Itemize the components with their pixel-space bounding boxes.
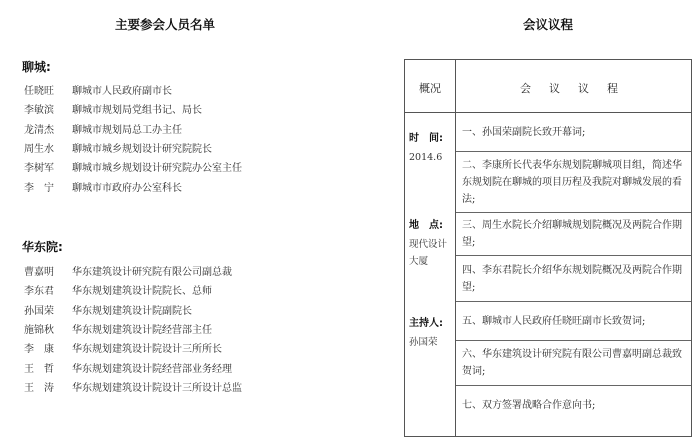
- header-agenda: 会议议程: [520, 82, 636, 95]
- person-name: 李敏滨: [24, 105, 54, 117]
- agenda-item: [456, 213, 691, 255]
- person-title: 聊城市人民政府副市长: [72, 86, 172, 98]
- person-title: 华东规划建筑设计院副院长: [72, 305, 192, 317]
- roster-entry: [24, 338, 242, 357]
- person-name: 李树军: [24, 163, 54, 175]
- agenda-title: 会议议程: [523, 17, 574, 32]
- agenda-table: [404, 59, 692, 437]
- roster-entry: [24, 261, 242, 280]
- agenda-item: [456, 113, 691, 151]
- person-title: 华东规划建筑设计院设计三所所长: [72, 344, 222, 356]
- roster-list-huadong: [24, 261, 242, 396]
- roster-entry: [24, 319, 242, 338]
- person-name: 施锦秋: [24, 325, 54, 337]
- person-title: 华东规划建筑设计院经营部主任: [72, 325, 212, 337]
- roster-entry: [24, 99, 242, 118]
- roster-entry: [24, 280, 242, 299]
- place-value: 现代设计大厦: [409, 239, 448, 267]
- agenda-item-text: 五、聊城市人民政府任晓旺副市长致贺词;: [462, 315, 646, 327]
- overview-host: [409, 314, 453, 351]
- agenda-item-text: 四、李东君院长介绍华东规划院概况及两院合作期望;: [462, 264, 682, 293]
- agenda-item: [456, 341, 691, 385]
- roster-entry: [24, 138, 242, 157]
- roster-entry: [24, 80, 242, 99]
- agenda-item: [456, 256, 691, 301]
- host-value: 孙国荣: [409, 337, 438, 348]
- person-name: 李 康: [24, 344, 54, 356]
- person-name: 王 涛: [24, 382, 54, 394]
- person-name: 任晓旺: [24, 86, 54, 98]
- agenda-item-text: 一、孙国荣副院长致开幕词;: [462, 126, 586, 138]
- person-title: 聊城市城乡规划设计研究院办公室主任: [72, 163, 242, 175]
- time-value: 2014.6: [409, 152, 443, 163]
- roster-entry: [24, 176, 242, 195]
- roster-entry: [24, 157, 242, 176]
- agenda-item-text: 三、周生水院长介绍聊城规划院概况及两院合作期望;: [462, 220, 682, 248]
- overview-time: [409, 129, 453, 166]
- agenda-item: [456, 302, 691, 340]
- person-title: 华东规划建筑设计院院长、总师: [72, 286, 212, 298]
- overview-place: [409, 216, 453, 270]
- person-name: 李东君: [24, 286, 54, 298]
- agenda-item-text: 六、华东建筑设计研究院有限公司曹嘉明副总裁致贺词;: [462, 349, 682, 377]
- agenda-item-text: 二、李康所长代表华东规划院聊城项目组，简述华东规划院在聊城的项目历程及我院对聊城发展的看法;: [462, 159, 682, 205]
- person-name: 周生水: [24, 144, 54, 156]
- header-overview: 概况: [419, 82, 441, 95]
- person-title: 华东规划建筑设计院经营部业务经理: [72, 363, 232, 375]
- roster-entry: [24, 300, 242, 319]
- roster-entry: [24, 119, 242, 138]
- person-title: 聊城市规划局总工办主任: [72, 124, 182, 136]
- roster-entry: [24, 377, 242, 396]
- agenda-item: [456, 386, 691, 424]
- person-title: 华东规划建筑设计院设计三所设计总监: [72, 382, 242, 394]
- roster-title: 主要参会人员名单: [115, 17, 216, 32]
- agenda-item-text: 七、双方签署战略合作意向书;: [462, 399, 596, 411]
- place-label: 地 点:: [409, 220, 443, 231]
- person-title: 聊城市城乡规划设计研究院院长: [72, 144, 212, 156]
- person-name: 李 宁: [24, 182, 54, 194]
- person-title: 聊城市规划局党组书记、局长: [72, 105, 202, 117]
- person-name: 王 哲: [24, 363, 54, 375]
- agenda-item: [456, 152, 691, 212]
- person-name: 曹嘉明: [24, 267, 54, 279]
- group-heading-huadong: 华东院:: [22, 240, 63, 254]
- person-name: 孙国荣: [24, 305, 54, 317]
- person-title: 华东建筑设计研究院有限公司副总裁: [72, 267, 232, 279]
- person-name: 龙清杰: [24, 124, 54, 136]
- time-label: 时 间:: [409, 133, 443, 144]
- host-label: 主持人:: [409, 318, 443, 329]
- roster-entry: [24, 357, 242, 376]
- group-heading-liaocheng: 聊城:: [22, 60, 51, 74]
- person-title: 聊城市市政府办公室科长: [72, 182, 182, 194]
- roster-list-liaocheng: [24, 80, 242, 196]
